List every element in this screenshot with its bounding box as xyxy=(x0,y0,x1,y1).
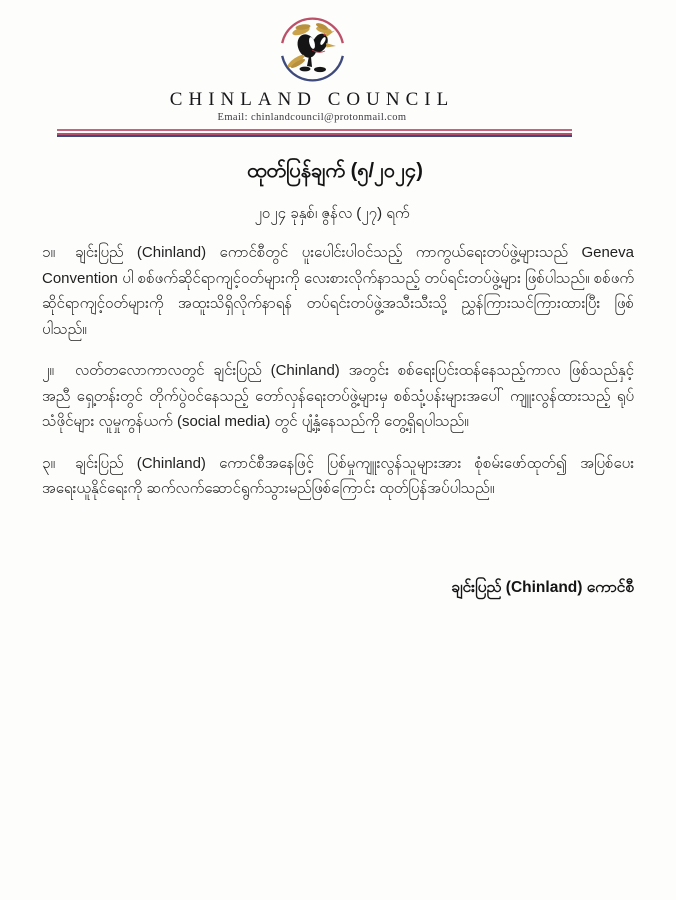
paragraph-2-number: ၂။ xyxy=(42,362,54,379)
paragraph-2 xyxy=(42,358,634,435)
paragraph-1-number: ၁။ xyxy=(42,244,55,261)
paragraph-2-text: လတ်တလောကာလတွင် ချင်းပြည် (Chinland) အတွင်း စစ်ရေးပြင်းထန်နေသည့်ကာလ ဖြစ်သည်နှင့်အညီ ရှေ့တန်းတွင် တိုက်ပွဲဝင်နေသည့် တော်လှန်ရေးတပ်ဖွဲ့များမှ စစ်သုံ့ပန်းများအပေါ် ကျူးလွန်ထားသည့် ရုပ်သံဖိုင်များ လူမှုကွန်ယက် (social media) တွင် ပျံ့နှံ့နေသည်ကို တွေ့ရှိရပါသည်။ xyxy=(42,362,634,430)
document-body xyxy=(42,240,634,518)
document-date: ၂၀၂၄ ခုနှစ်၊ ဇွန်လ (၂၇) ရက် xyxy=(254,205,410,222)
paragraph-3-number: ၃။ xyxy=(42,454,55,472)
paragraph-1-text: ချင်းပြည် (Chinland) ကောင်စီတွင် ပူးပေါင်းပါဝင်သည့် ကာကွယ်ရေးတပ်ဖွဲ့များသည် Geneva Convention ပါ စစ်ဖက်ဆိုင်ရာကျင့်ဝတ်များကို လေးစားလိုက်နာသည့် တပ်ရင်းတပ်ဖွဲ့များ ဖြစ်ပါသည်။ စစ်ဖက်ဆိုင်ရာကျင့်ဝတ်များကို အထူးသိရှိလိုက်နာရန် တပ်ရင်းတပ်ဖွဲ့အသီးသီးသို့ ညွှန်ကြားသင်ကြားထားပြီး ဖြစ်ပါသည်။ xyxy=(42,244,634,338)
chinland-council-logo xyxy=(279,16,346,83)
paragraph-3 xyxy=(42,451,634,502)
letterhead xyxy=(0,16,624,123)
org-email: Email: chinlandcouncil@protonmail.com xyxy=(217,112,407,123)
signature-line: ချင်းပြည် (Chinland) ကောင်စီ xyxy=(451,579,634,596)
divider-line-navy xyxy=(57,135,572,137)
hornbill-emblem-icon xyxy=(279,16,346,83)
document-title: ထုတ်ပြန်ချက် (၅/၂၀၂၄) xyxy=(247,160,423,182)
org-name: CHINLAND COUNCIL xyxy=(169,89,455,110)
letterhead-divider xyxy=(57,129,572,137)
paragraph-1 xyxy=(42,240,634,342)
paragraph-3-text: ချင်းပြည် (Chinland) ကောင်စီအနေဖြင့် ပြစ်မှုကျူးလွန်သူများအား စုံစမ်းဖော်ထုတ်၍ အပြစ်ပေးအရေးယူနိုင်ရေးကို ဆက်လက်ဆောင်ရွက်သွားမည်ဖြစ်ကြောင်း ထုတ်ပြန်အပ်ပါသည်။ xyxy=(42,454,634,497)
